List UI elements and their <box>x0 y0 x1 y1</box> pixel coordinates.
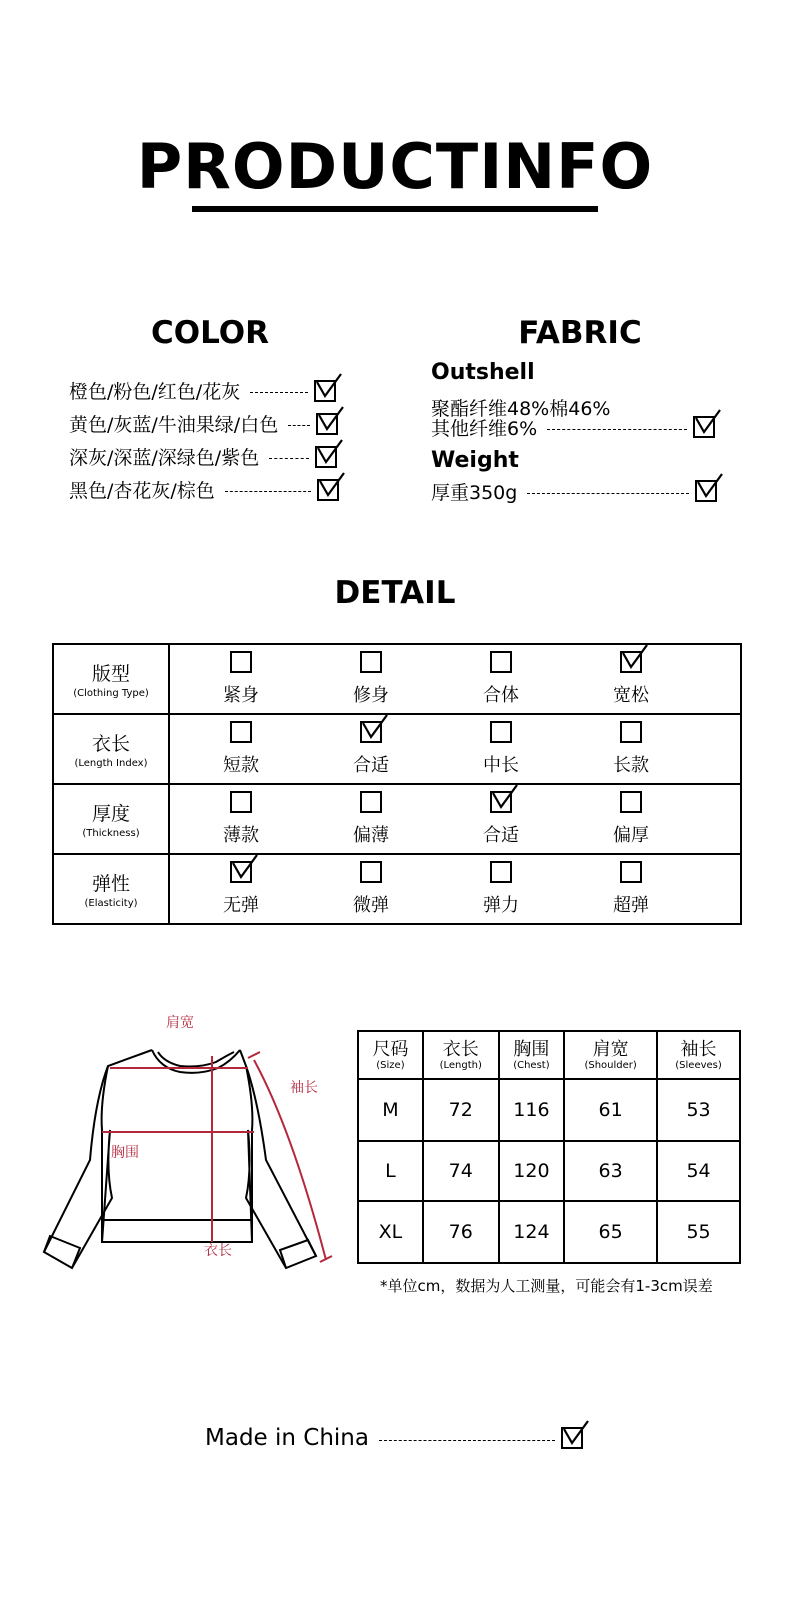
detail-option <box>566 721 696 777</box>
checkbox-checked-icon <box>230 861 252 883</box>
measure-cell: 120 <box>499 1141 565 1201</box>
detail-option-label: 无弹 <box>223 895 259 916</box>
measure-cell: 116 <box>499 1079 565 1141</box>
detail-option <box>566 861 696 917</box>
detail-option-label: 长款 <box>613 755 649 776</box>
detail-option <box>306 861 436 917</box>
dotted-leader <box>379 1440 555 1441</box>
checkbox-checked-icon <box>314 380 336 402</box>
weight-value: 厚重350g <box>431 481 518 504</box>
color-item <box>69 374 339 407</box>
detail-option-label: 超弹 <box>613 895 649 916</box>
color-item <box>69 440 339 473</box>
detail-label-en: (Thickness) <box>82 828 140 839</box>
header-en: (Sleeves) <box>675 1059 722 1071</box>
measure-cell: 61 <box>564 1079 657 1141</box>
detail-options <box>169 714 741 784</box>
dotted-leader <box>269 458 309 459</box>
color-item-label: 橙色/粉色/红色/花灰 <box>69 381 241 403</box>
detail-option <box>176 791 306 847</box>
detail-option-label: 合体 <box>483 685 519 706</box>
measurement-note: *单位cm，数据为人工测量，可能会有1-3cm误差 <box>380 1277 713 1295</box>
detail-label-en: (Elasticity) <box>84 898 138 909</box>
detail-label-en: (Length Index) <box>74 758 148 769</box>
detail-row <box>53 644 741 714</box>
measure-cell: 124 <box>499 1201 565 1263</box>
checkbox-checked-icon <box>561 1427 583 1449</box>
checkbox-empty-icon <box>230 791 252 813</box>
header-en: (Chest) <box>513 1059 550 1071</box>
detail-options <box>169 784 741 854</box>
measure-cell: 54 <box>657 1141 740 1201</box>
checkbox-empty-icon <box>620 791 642 813</box>
outshell-composition-line <box>431 412 715 442</box>
detail-option-label: 宽松 <box>613 685 649 706</box>
detail-label-cn: 厚度 <box>91 803 130 825</box>
detail-option <box>436 721 566 777</box>
dotted-leader <box>288 425 310 426</box>
checkbox-checked-icon <box>316 413 338 435</box>
sleeve-label: 袖长 <box>290 1080 318 1096</box>
header-cn: 尺码 <box>372 1038 409 1060</box>
detail-option-label: 薄款 <box>223 825 259 846</box>
detail-option-label: 短款 <box>223 755 259 776</box>
checkbox-empty-icon <box>490 651 512 673</box>
detail-option <box>566 791 696 847</box>
detail-row-label <box>53 714 169 784</box>
detail-label-cn: 弹性 <box>91 873 130 895</box>
checkbox-empty-icon <box>230 721 252 743</box>
checkbox-checked-icon <box>693 416 715 438</box>
color-item <box>69 407 339 440</box>
detail-table <box>52 643 742 925</box>
detail-option <box>176 861 306 917</box>
weight-label: Weight <box>431 448 519 473</box>
fabric-heading: FABRIC <box>518 315 642 351</box>
dotted-leader <box>250 392 308 393</box>
origin-line <box>205 1425 583 1451</box>
checkbox-empty-icon <box>620 721 642 743</box>
size-cell: L <box>358 1141 423 1201</box>
detail-label-cn: 版型 <box>91 663 130 685</box>
detail-option <box>306 651 436 707</box>
measure-cell: 72 <box>423 1079 499 1141</box>
size-table-header <box>423 1031 499 1079</box>
checkbox-checked-icon <box>620 651 642 673</box>
size-table-header <box>564 1031 657 1079</box>
outshell-composition: 聚酯纤维48%棉46% <box>431 398 611 420</box>
sweater-outline <box>44 1050 316 1268</box>
header-cn: 胸围 <box>513 1038 550 1060</box>
detail-row-label <box>53 644 169 714</box>
detail-label-en: (Clothing Type) <box>73 688 149 699</box>
chest-label: 胸围 <box>111 1145 139 1161</box>
color-item-label: 深灰/深蓝/深绿色/紫色 <box>69 447 260 469</box>
measure-cell: 65 <box>564 1201 657 1263</box>
detail-option <box>176 651 306 707</box>
origin-label: Made in China <box>205 1425 369 1451</box>
measure-cell: 53 <box>657 1079 740 1141</box>
detail-option <box>436 861 566 917</box>
detail-option-label: 偏薄 <box>353 825 389 846</box>
detail-option-label: 合适 <box>353 755 389 776</box>
size-table-header <box>499 1031 565 1079</box>
detail-row <box>53 714 741 784</box>
detail-option-label: 修身 <box>353 685 389 706</box>
checkbox-checked-icon <box>315 446 337 468</box>
title-underline <box>192 206 598 212</box>
sweater-neckline <box>152 1050 240 1073</box>
measure-cell: 63 <box>564 1141 657 1201</box>
header-cn: 袖长 <box>680 1038 717 1060</box>
checkbox-empty-icon <box>360 861 382 883</box>
color-item-label: 黑色/杏花灰/棕色 <box>69 480 215 502</box>
checkbox-empty-icon <box>620 861 642 883</box>
detail-option-label: 中长 <box>483 755 519 776</box>
color-item-label: 黄色/灰蓝/牛油果绿/白色 <box>69 414 279 436</box>
size-table <box>357 1030 741 1264</box>
detail-option-label: 合适 <box>483 825 519 846</box>
weight-line <box>431 476 717 506</box>
measure-cell: 74 <box>423 1141 499 1201</box>
detail-row-label <box>53 784 169 854</box>
table-row <box>358 1079 740 1141</box>
checkbox-empty-icon <box>360 651 382 673</box>
table-row <box>358 1141 740 1201</box>
checkbox-checked-icon <box>490 791 512 813</box>
detail-options <box>169 644 741 714</box>
checkbox-empty-icon <box>230 651 252 673</box>
detail-heading: DETAIL <box>334 575 456 611</box>
header-en: (Length) <box>439 1059 482 1071</box>
checkbox-checked-icon <box>695 480 717 502</box>
outshell-other: 其他纤维6% <box>431 417 538 440</box>
detail-row <box>53 784 741 854</box>
table-row <box>358 1201 740 1263</box>
header-cn: 肩宽 <box>592 1038 629 1060</box>
detail-option <box>436 791 566 847</box>
size-table-header <box>657 1031 740 1079</box>
dotted-leader <box>527 493 689 494</box>
checkbox-empty-icon <box>490 721 512 743</box>
measure-cell: 55 <box>657 1201 740 1263</box>
detail-option <box>306 721 436 777</box>
detail-row-label <box>53 854 169 924</box>
detail-option-label: 弹力 <box>483 895 519 916</box>
size-table-header <box>358 1031 423 1079</box>
detail-option-label: 偏厚 <box>613 825 649 846</box>
detail-label-cn: 衣长 <box>91 733 130 755</box>
detail-option-label: 微弹 <box>353 895 389 916</box>
checkbox-empty-icon <box>360 791 382 813</box>
detail-option <box>436 651 566 707</box>
detail-option <box>306 791 436 847</box>
detail-row <box>53 854 741 924</box>
header-en: (Shoulder) <box>584 1059 637 1071</box>
measure-cell: 76 <box>423 1201 499 1263</box>
color-item <box>69 473 339 506</box>
outshell-label: Outshell <box>431 360 535 385</box>
size-cell: M <box>358 1079 423 1141</box>
checkbox-checked-icon <box>360 721 382 743</box>
color-heading: COLOR <box>151 315 269 351</box>
checkbox-checked-icon <box>317 479 339 501</box>
header-en: (Size) <box>376 1059 405 1071</box>
page-title: PRODUCTINFO <box>136 130 654 203</box>
detail-option-label: 紧身 <box>223 685 259 706</box>
header-cn: 衣长 <box>442 1038 479 1060</box>
checkbox-empty-icon <box>490 861 512 883</box>
shoulder-label: 肩宽 <box>166 1015 194 1031</box>
sweater-diagram <box>40 1010 340 1280</box>
dotted-leader <box>547 429 687 430</box>
detail-option <box>176 721 306 777</box>
detail-option <box>566 651 696 707</box>
length-label: 衣长 <box>204 1243 232 1259</box>
detail-options <box>169 854 741 924</box>
color-list <box>69 374 339 506</box>
dotted-leader <box>225 491 311 492</box>
size-cell: XL <box>358 1201 423 1263</box>
